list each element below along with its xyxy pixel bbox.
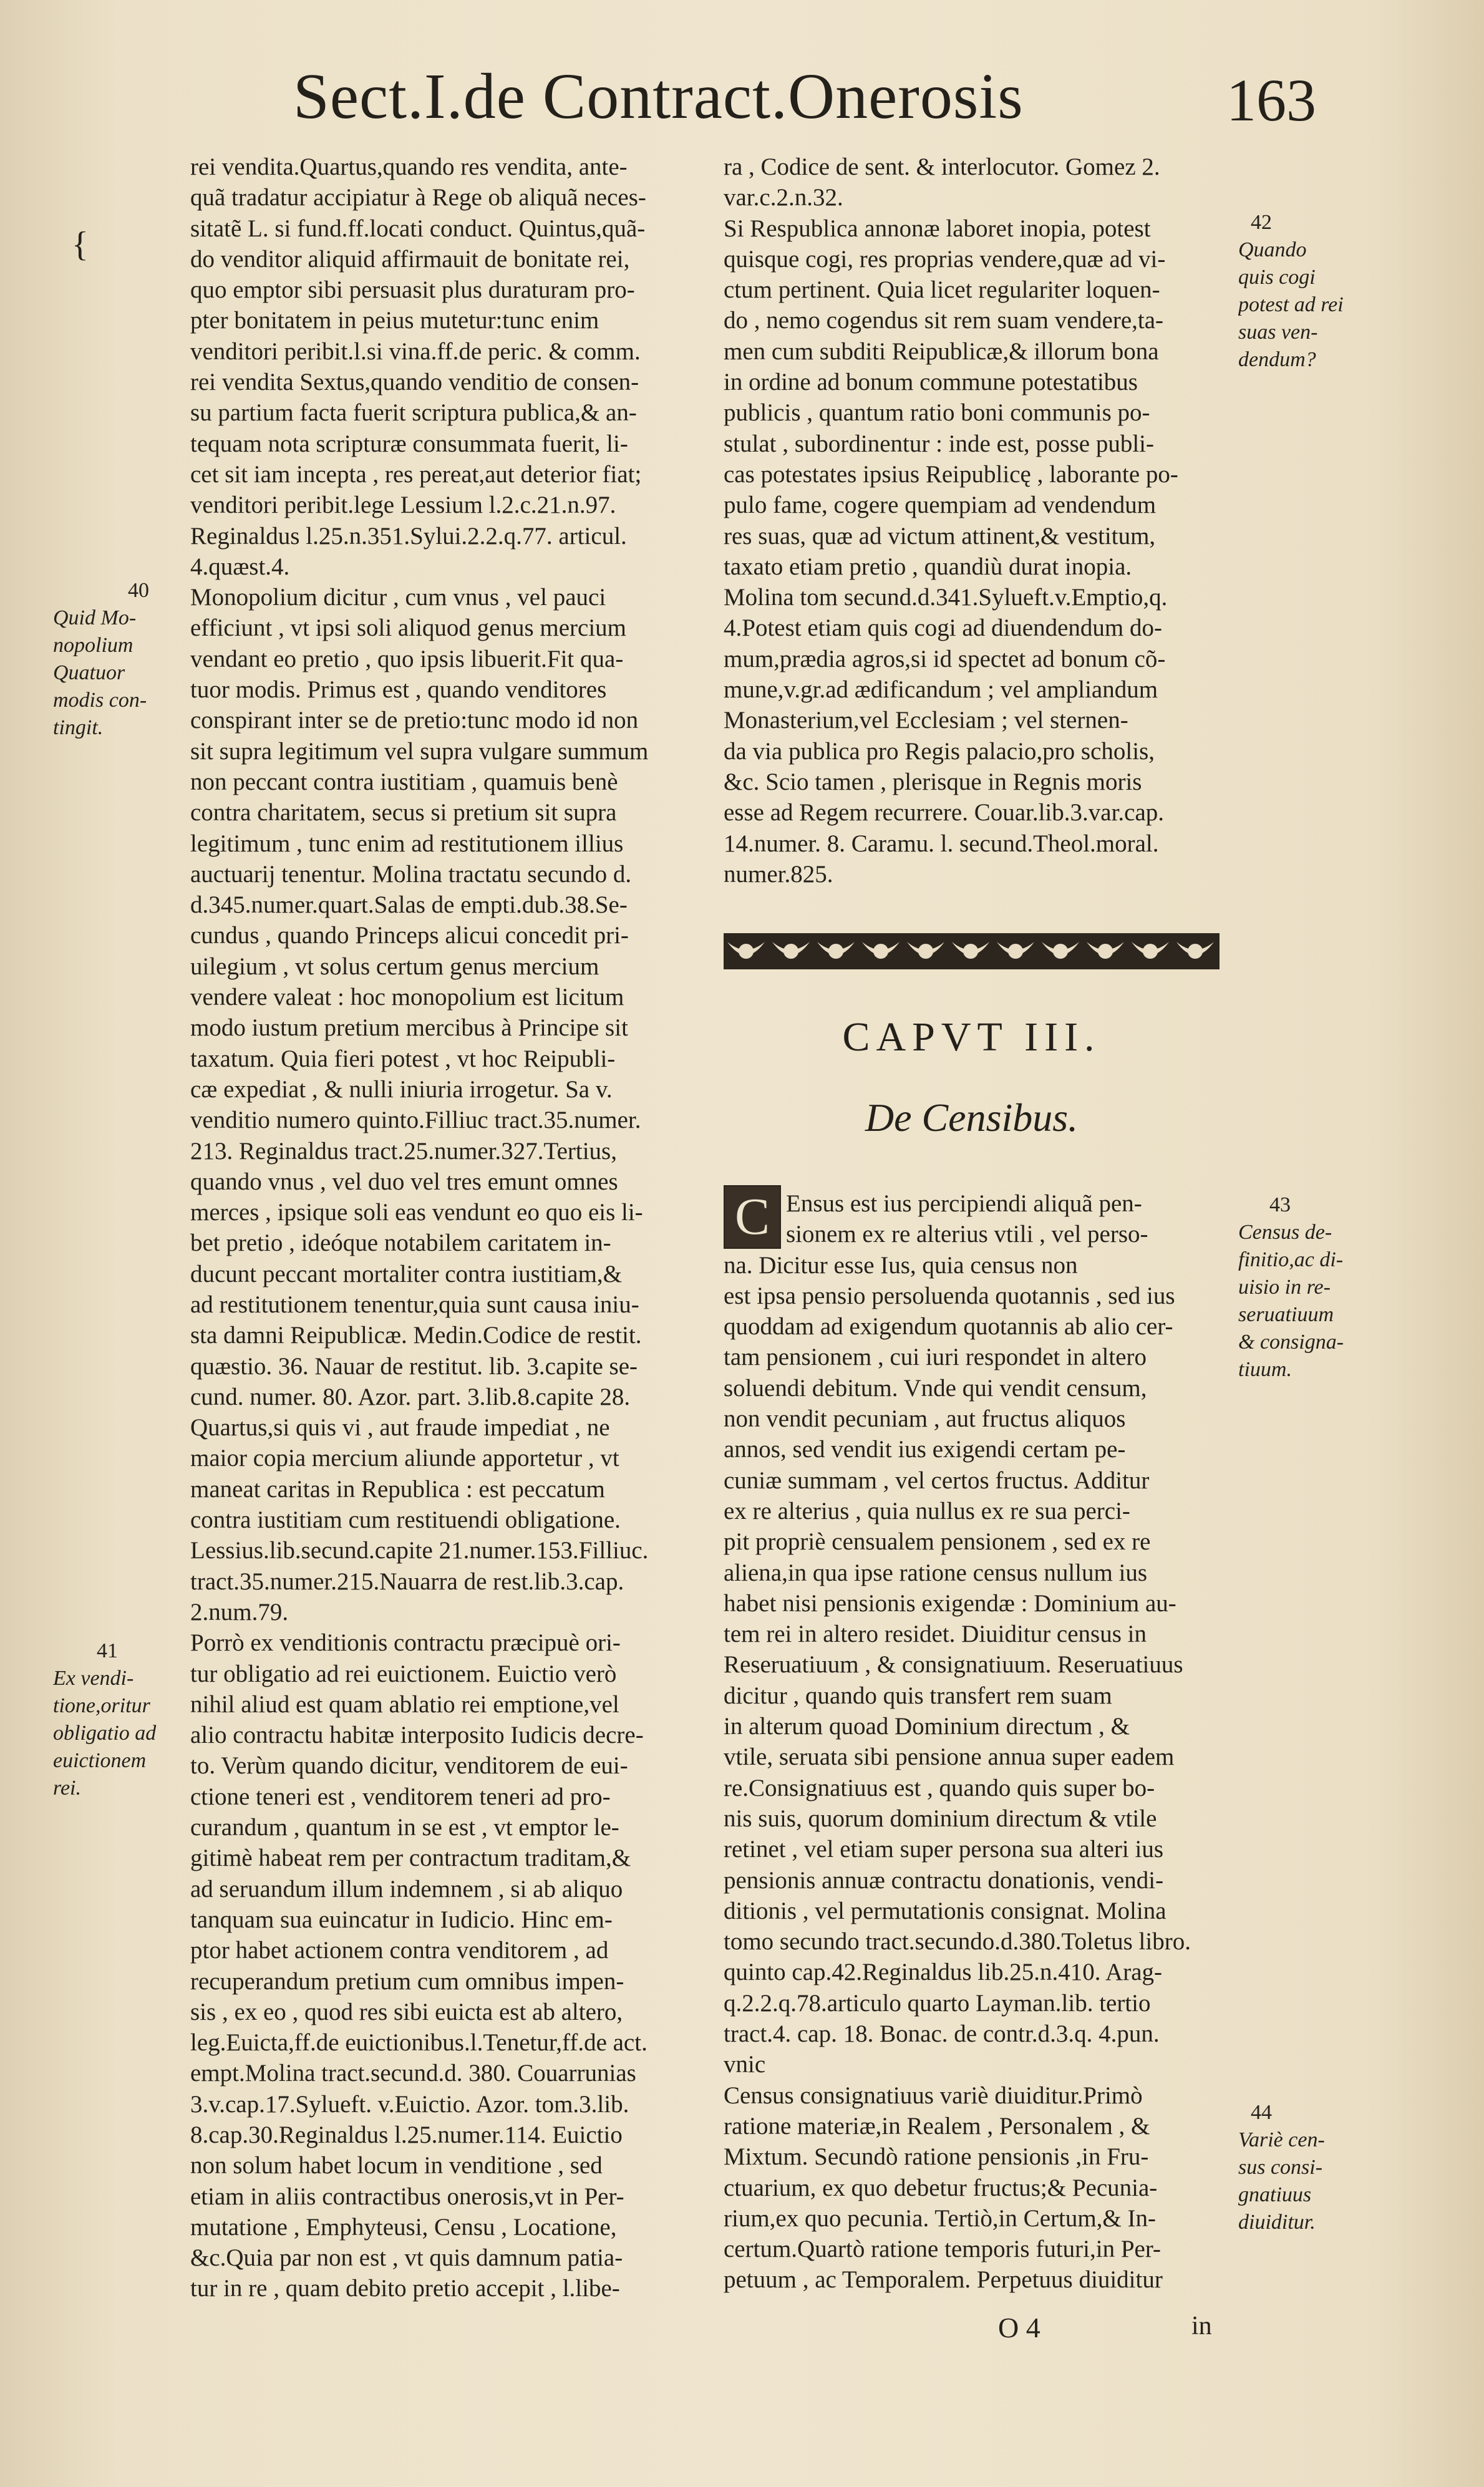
text-line: ducunt peccant mortaliter contra iustitiam,& <box>190 1260 623 1287</box>
margin-line: diuiditur. <box>1238 2211 1316 2234</box>
text-line: mune,v.gr.ad ædificandum ; vel ampliandum <box>724 676 1158 704</box>
text-line: ad restitutionem tenentur,quia sunt causa iniu- <box>190 1291 639 1318</box>
text-line: in ordine ad bonum commune potestatibus <box>724 369 1138 396</box>
margin-number: 41 <box>97 1639 118 1662</box>
text-line: Si Respublica annonæ laboret inopia, potest <box>724 215 1151 242</box>
text-line: res suas, quæ ad victum attinent,& vestitum, <box>724 522 1156 550</box>
right-column-bottom <box>724 1188 1220 2296</box>
margin-line: seruatiuum <box>1238 1303 1334 1326</box>
text-line: cundus , quando Princeps alicui concedit pri- <box>190 922 629 949</box>
margin-number: 43 <box>1269 1193 1291 1216</box>
text-line: tract.35.numer.215.Nauarra de rest.lib.3.cap. <box>190 1568 624 1595</box>
text-line: q.2.2.q.78.articulo quarto Layman.lib. tertio <box>724 1989 1151 2017</box>
text-line: 3.v.cap.17.Sylueft. v.Euictio. Azor. tom.3.lib. <box>190 2090 629 2118</box>
text-line: vendant eo pretio , quo ipsis libuerit.Fit qua- <box>190 645 624 672</box>
margin-line: rei. <box>53 1777 82 1800</box>
text-line: Reginaldus l.25.n.351.Sylui.2.2.q.77. articul. <box>190 522 627 550</box>
text-line: tequam nota scripturæ consummata fuerit, li- <box>190 430 628 457</box>
margin-note-42 <box>1238 209 1388 374</box>
decorated-initial: C <box>724 1185 781 1249</box>
text-line: rium,ex quo pecunia. Tertiò,in Certum,& In- <box>724 2204 1156 2232</box>
margin-number: 40 <box>128 579 149 602</box>
text-line: quando vnus , vel duo vel tres emunt omnes <box>190 1168 618 1195</box>
chapter-subtitle: De Censibus. <box>865 1095 1079 1140</box>
text-line: Quartus,si quis vi , aut fraude impediat , ne <box>190 1414 610 1442</box>
text-line: auctuarij tenentur. Molina tractatu secundo d. <box>190 860 632 888</box>
text-line: na. Dicitur esse Ius, quia census non <box>724 1251 1078 1279</box>
text-line: mum,prædia agros,si id spectet ad bonum cõ- <box>724 645 1166 672</box>
margin-note-41 <box>53 1637 184 1802</box>
text-line: contra iustitiam cum restituendi obligatione. <box>190 1506 621 1534</box>
text-line: soluendi debitum. Vnde qui vendit censum, <box>724 1374 1147 1402</box>
text-line: 14.numer. 8. Caramu. l. secund.Theol.moral. <box>724 830 1159 857</box>
text-line: retinet , vel etiam super persona sua alteri ius <box>724 1836 1164 1863</box>
margin-line: Census de- <box>1238 1221 1332 1244</box>
margin-number: 42 <box>1251 211 1272 234</box>
margin-line: tiuum. <box>1238 1358 1292 1381</box>
text-line: conspirant inter se de pretio:tunc modo id non <box>190 707 639 734</box>
text-line: nis suis, quorum dominium directum & vtile <box>724 1805 1157 1832</box>
text-line: petuum , ac Temporalem. Perpetuus diuiditur <box>724 2266 1163 2294</box>
text-line: to. Verùm quando dicitur, venditorem de eui- <box>190 1752 628 1780</box>
text-line: ctum pertinent. Quia licet regulariter loquen- <box>724 276 1160 304</box>
text-line: tam pensionem , cui iuri respondet in altero <box>724 1344 1147 1371</box>
text-line: maior copia mercium aliunde apportetur , vt <box>190 1445 619 1472</box>
margin-line: dendum? <box>1238 348 1316 371</box>
text-line: tuor modis. Primus est , quando venditores <box>190 676 607 704</box>
text-line: do , nemo cogendus sit rem suam vendere,ta- <box>724 307 1164 334</box>
margin-line: obligatio ad <box>53 1722 157 1745</box>
text-line: ctione teneri est , venditorem teneri ad pro- <box>190 1783 611 1810</box>
signature-mark: O 4 <box>998 2312 1040 2344</box>
text-line: ptor habet actionem contra venditorem , ad <box>190 1937 609 1964</box>
text-line: 2.num.79. <box>190 1598 289 1626</box>
text-line: habet nisi pensionis exigendæ : Dominium au- <box>724 1589 1176 1617</box>
margin-line: tione,oritur <box>53 1694 150 1717</box>
text-line: quo emptor sibi persuasit plus duraturam pro- <box>190 276 635 304</box>
running-title: Sect.I.de Contract.Onerosis <box>293 61 1024 132</box>
text-line: re.Consignatiuus est , quando quis super bo- <box>724 1774 1155 1801</box>
ornament-divider-icon <box>724 929 1220 973</box>
margin-line: Ex vendi- <box>53 1667 134 1690</box>
page-number: 163 <box>1226 67 1316 133</box>
text-line: ad seruandum illum indemnem , si ab aliquo <box>190 1875 623 1903</box>
text-line: quisque cogi, res proprias vendere,quæ ad vi- <box>724 245 1166 273</box>
text-line: cet sit iam incepta , res pereat,aut deterior fiat; <box>190 460 642 488</box>
text-line: men cum subditi Reipublicæ,& illorum bona <box>724 337 1159 365</box>
text-line: do venditor aliquid affirmauit de bonitate rei, <box>190 245 630 273</box>
text-line: ex re alterius , quia nullus ex re sua perci- <box>724 1497 1130 1525</box>
text-line: rei vendita Sextus,quando venditio de consen- <box>190 369 639 396</box>
text-line: 4.quæst.4. <box>190 553 290 580</box>
text-line: etiam in aliis contractibus onerosis,vt in Per- <box>190 2183 624 2210</box>
margin-line: euictionem <box>53 1749 147 1772</box>
text-line: Monasterium,vel Ecclesiam ; vel sternen- <box>724 707 1128 734</box>
text-line: &c. Scio tamen , plerisque in Regnis moris <box>724 768 1142 795</box>
text-line: uilegium , vt solus certum genus mercium <box>190 953 599 980</box>
text-line: pit propriè censualem pensionem , sed ex re <box>724 1528 1151 1556</box>
text-line: Porrò ex venditionis contractu præcipuè ori- <box>190 1629 621 1657</box>
text-line: sionem ex re alterius vtili , vel perso- <box>786 1221 1148 1248</box>
text-line: Census consignatiuus variè diuiditur.Primò <box>724 2082 1143 2109</box>
text-line: recuperandum pretium cum omnibus impen- <box>190 1967 624 1995</box>
text-line: ra , Codice de sent. & interlocutor. Gomez 2. <box>724 153 1160 180</box>
margin-line: & consigna- <box>1238 1331 1344 1354</box>
text-line: quã tradatur accipiatur à Rege ob aliquã neces- <box>190 184 646 211</box>
text-line: ratione materiæ,in Realem , Personalem , & <box>724 2112 1150 2140</box>
text-line: taxatum. Quia fieri potest , vt hoc Reipubli- <box>190 1045 616 1072</box>
margin-note-44 <box>1238 2099 1388 2236</box>
text-line: sis , ex eo , quod res sibi euicta est ab altero, <box>190 1998 623 2025</box>
text-line: tanquam sua euincatur in Iudicio. Hinc em- <box>190 1906 613 1933</box>
text-line: &c.Quia par non est , vt quis damnum patia- <box>190 2244 623 2272</box>
text-line: est ipsa pensio persoluenda quotannis , sed ius <box>724 1282 1175 1309</box>
text-line: nihil aliud est quam ablatio rei emptione,vel <box>190 1690 619 1718</box>
margin-line: modis con- <box>53 689 147 712</box>
ink-mark-icon: { <box>72 225 89 264</box>
text-line: sitatẽ L. si fund.ff.locati conduct. Quintus,quã- <box>190 215 646 242</box>
text-line: aliena,in qua ipse ratione census nullum ius <box>724 1559 1148 1586</box>
margin-line: uisio in re- <box>1238 1276 1331 1299</box>
text-line: 213. Reginaldus tract.25.numer.327.Tertius, <box>190 1137 617 1165</box>
margin-line: Variè cen- <box>1238 2128 1325 2151</box>
text-line: non peccant contra iustitiam , quamuis benè <box>190 768 618 795</box>
text-line: Reseruatiuum , & consignatiuum. Reseruatiuus <box>724 1651 1183 1679</box>
margin-line: potest ad rei <box>1238 293 1344 316</box>
text-line: quinto cap.42.Reginaldus lib.25.n.410. Arag- <box>724 1959 1162 1986</box>
margin-line: sus consi- <box>1238 2156 1323 2179</box>
text-line: venditio numero quinto.Filliuc tract.35.numer. <box>190 1107 641 1134</box>
text-line: ctuarium, ex quo debetur fructus;& Pecunia- <box>724 2174 1158 2201</box>
text-line: Ensus est ius percipiendi aliquã pen- <box>786 1190 1142 1217</box>
left-column <box>190 152 683 2304</box>
text-line: gitimè habeat rem per contractum traditam,& <box>190 1845 631 1872</box>
text-line: numer.825. <box>724 860 833 888</box>
text-line: stulat , subordinentur : inde est, posse publi- <box>724 430 1155 457</box>
text-line: su partium facta fuerit scriptura publica,& an- <box>190 399 637 427</box>
margin-note-43 <box>1238 1191 1388 1384</box>
text-line: non vendit pecuniam , aut fructus aliquos <box>724 1405 1126 1433</box>
margin-line: tingit. <box>53 716 104 739</box>
text-line: tur in re , quam debito pretio accepit , l.libe- <box>190 2275 620 2302</box>
text-line: Lessius.lib.secund.capite 21.numer.153.Filliuc. <box>190 1537 649 1564</box>
text-line: cæ expediat , & nulli iniuria irrogetur. Sa v. <box>190 1075 613 1103</box>
margin-line: Quid Mo- <box>53 606 137 629</box>
text-line: curandum , quantum in se est , vt emptor le- <box>190 1814 619 1841</box>
margin-line: Quatuor <box>53 661 125 684</box>
text-line: da via publica pro Regis palacio,pro scholis, <box>724 737 1155 765</box>
text-line: contra charitatem, secus si pretium sit supra <box>190 799 617 827</box>
text-line: Mixtum. Secundò ratione pensionis ,in Fru- <box>724 2143 1149 2171</box>
text-line: maneat caritas in Republica : est peccatum <box>190 1475 605 1503</box>
text-line: modo iustum pretium mercibus à Principe sit <box>190 1014 628 1042</box>
text-line: non solum habet locum in venditione , sed <box>190 2152 603 2179</box>
text-line: venditori peribit.lege Lessium l.2.c.21.n.97. <box>190 492 616 519</box>
text-line: Monopolium dicitur , cum vnus , vel pauci <box>190 584 606 611</box>
margin-line: Quando <box>1238 238 1307 261</box>
text-line: Molina tom secund.d.341.Sylueft.v.Emptio,q. <box>724 584 1168 611</box>
text-line: var.c.2.n.32. <box>724 184 843 211</box>
chapter-title: CAPVT III. <box>842 1014 1101 1060</box>
text-line: ditionis , vel permutationis consignat. Molina <box>724 1897 1166 1924</box>
margin-line: finitio,ac di- <box>1238 1248 1344 1271</box>
text-line: vendere valeat : hoc monopolium est licitum <box>190 984 624 1011</box>
text-line: quoddam ad exigendum quotannis ab alio cer- <box>724 1313 1173 1340</box>
catchword: in <box>1191 2312 1212 2340</box>
page-header <box>293 59 1316 140</box>
text-line: vnic <box>724 2051 766 2078</box>
text-line: d.345.numer.quart.Salas de empti.dub.38.Se- <box>190 891 628 919</box>
text-line: efficiunt , vt ipsi soli aliquod genus mercium <box>190 614 627 642</box>
text-line: 8.cap.30.Reginaldus l.25.numer.114. Euictio <box>190 2121 623 2148</box>
text-line: legitimum , tunc enim ad restitutionem illius <box>190 830 624 857</box>
text-line: tract.4. cap. 18. Bonac. de contr.d.3.q. 4.pun. <box>724 2020 1160 2048</box>
right-column-top <box>724 152 1220 890</box>
text-line: annos, sed vendit ius exigendi certam pe- <box>724 1436 1126 1463</box>
text-line: in alterum quoad Dominium directum , & <box>724 1713 1130 1740</box>
text-line: mutatione , Emphyteusi, Censu , Locatione, <box>190 2213 617 2241</box>
margin-line: nopolium <box>53 634 133 657</box>
margin-number: 44 <box>1251 2101 1272 2124</box>
text-line: leg.Euicta,ff.de euictionibus.l.Tenetur,ff.de act. <box>190 2029 647 2057</box>
margin-note-40 <box>53 577 184 742</box>
text-line: vtile, seruata sibi pensione annua super eadem <box>724 1743 1175 1771</box>
text-line: certum.Quartò ratione temporis futuri,in Per- <box>724 2236 1161 2263</box>
text-line: tem rei in altero residet. Diuiditur census in <box>724 1621 1147 1648</box>
text-line: alio contractu habitæ interposito Iudicis decre- <box>190 1722 644 1749</box>
text-line: bet pretio , ideóque notabilem caritatem in- <box>190 1229 611 1257</box>
text-line: pter bonitatem in peius mutetur:tunc enim <box>190 307 599 334</box>
text-line: tur obligatio ad rei euictionem. Euictio verò <box>190 1660 617 1687</box>
text-line: cas potestates ipsius Reipublicę , laborante po- <box>724 460 1178 488</box>
margin-line: gnatiuus <box>1238 2183 1312 2206</box>
text-line: venditori peribit.l.si vina.ff.de peric. & comm. <box>190 337 641 365</box>
margin-line: suas ven- <box>1238 321 1318 344</box>
text-line: quæstio. 36. Nauar de restitut. lib. 3.capite se- <box>190 1352 638 1380</box>
margin-line: quis cogi <box>1238 266 1316 289</box>
text-line: merces , ipsique soli eas vendunt eo quo eis li- <box>190 1199 643 1226</box>
text-line: taxato etiam pretio , quandiù durat inopia. <box>724 553 1132 580</box>
text-line: sta damni Reipublicæ. Medin.Codice de restit. <box>190 1322 642 1349</box>
text-line: sit supra legitimum vel supra vulgare summum <box>190 737 649 765</box>
text-line: dicitur , quando quis transfert rem suam <box>724 1682 1112 1709</box>
text-line: pulo fame, cogere quempiam ad vendendum <box>724 492 1157 519</box>
text-line: esse ad Regem recurrere. Couar.lib.3.var.cap. <box>724 799 1165 827</box>
text-line: tomo secundo tract.secundo.d.380.Toletus libro. <box>724 1928 1191 1956</box>
text-line: pensionis annuæ contractu donationis, vendi- <box>724 1866 1164 1894</box>
text-line: 4.Potest etiam quis cogi ad diuendendum do- <box>724 614 1162 642</box>
text-line: cuniæ summam , vel certos fructus. Additur <box>724 1467 1150 1494</box>
text-line: empt.Molina tract.secund.d. 380. Couarrunias <box>190 2060 636 2087</box>
text-line: rei vendita.Quartus,quando res vendita, ante- <box>190 153 628 180</box>
text-line: cund. numer. 80. Azor. part. 3.lib.8.capite 28. <box>190 1383 631 1410</box>
text-line: publicis , quantum ratio boni communis po- <box>724 399 1150 427</box>
